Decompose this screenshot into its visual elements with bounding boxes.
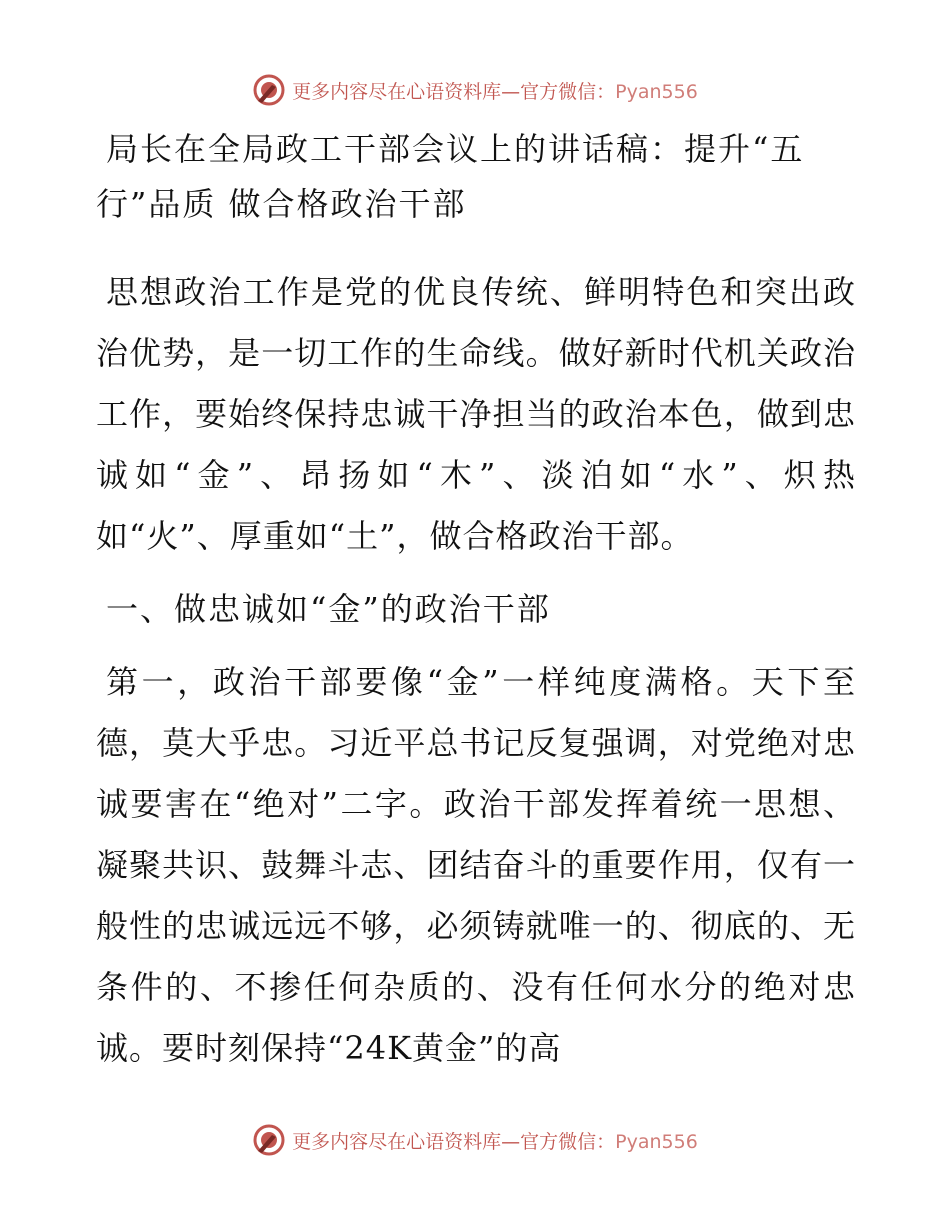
banner-text	[292, 77, 698, 104]
bottom-banner	[0, 1120, 950, 1160]
banner-wechat-id: Pyan556	[615, 80, 698, 103]
section-heading: 一、做忠诚如“金”的政治干部	[106, 590, 551, 628]
banner-site-text: 更多内容尽在心语资料库—官方微信：	[292, 80, 616, 103]
pen-circle-logo-icon	[252, 1123, 286, 1157]
banner-text	[292, 1127, 698, 1154]
banner-wechat-id: Pyan556	[615, 1130, 698, 1153]
document-body	[96, 122, 856, 1091]
top-banner	[0, 70, 950, 110]
banner-site-text: 更多内容尽在心语资料库—官方微信：	[292, 1130, 616, 1153]
section-paragraph: 第一，政治干部要像“金”一样纯度满格。天下至德，莫大乎忠。习近平总书记反复强调，对党绝对忠诚要害在“绝对”二字。政治干部发挥着统一思想、凝聚共识、鼓舞斗志、团结奋斗的重要作用，仅有一般性的忠诚远远不够，必须铸就唯一的、彻底的、无条件的、不掺任何杂质的、没有任何水分的绝对忠诚。要时刻保持“24K黄金”的高	[96, 663, 856, 1067]
intro-paragraph: 思想政治工作是党的优良传统、鲜明特色和突出政治优势，是一切工作的生命线。做好新时代机关政治工作，要始终保持忠诚干净担当的政治本色，做到忠诚如“金”、昂扬如“木”、淡泊如“水”、炽热如“火”、厚重如“土”，做合格政治干部。	[96, 273, 856, 555]
document-title: 局长在全局政工干部会议上的讲话稿：提升“五行”品质 做合格政治干部	[96, 130, 805, 223]
pen-circle-logo-icon	[252, 73, 286, 107]
